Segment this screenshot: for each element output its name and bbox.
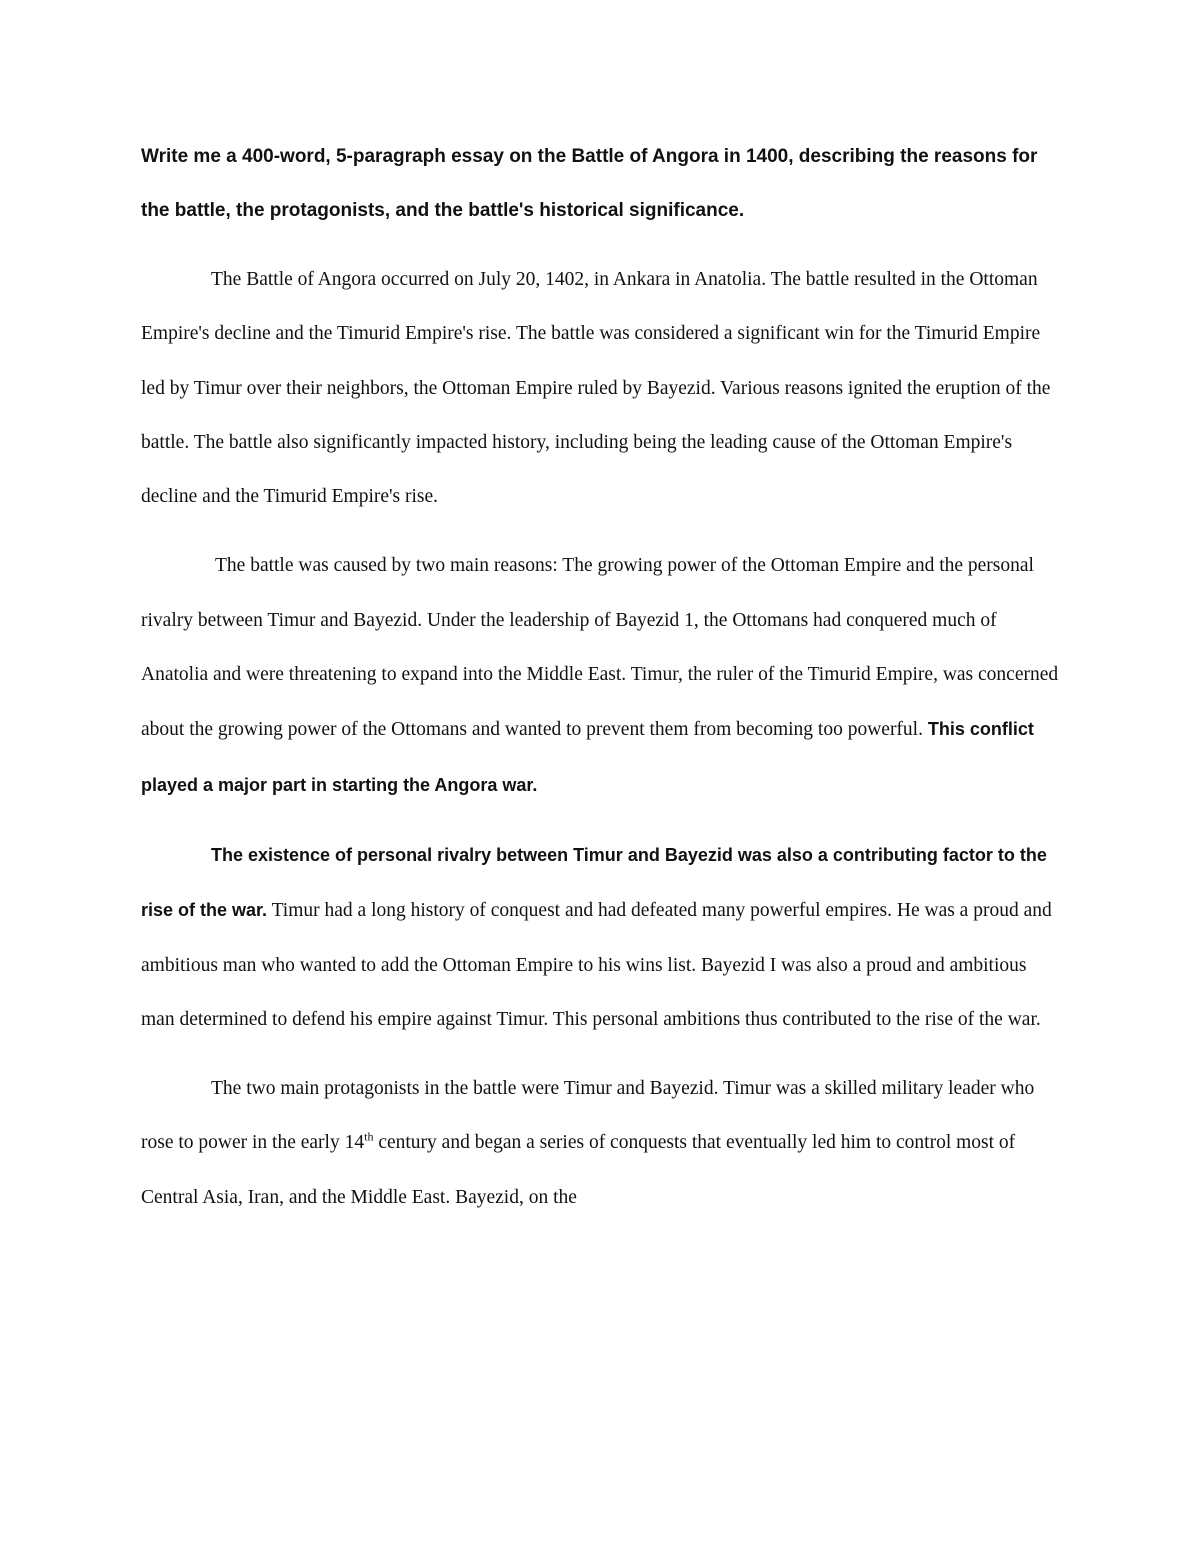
- paragraph-protagonists-text-end: century and began a series of conquests that eventually led him to control most of Central Asia, Iran, and the Middle East. Bayezid, on the: [141, 1132, 1016, 1208]
- essay-body: [141, 253, 1061, 1225]
- paragraph-causes-text: The battle was caused by two main reasons: The growing power of the Ottoman Empire and the personal rivalry between Timur and Bayezid. Under the leadership of Bayezid 1, the Ottomans had conquered much of Anatolia and were threatening to expand into the Middle East. Timur, the ruler of the Timurid Empire, was concerned about the growing power of the Ottomans and wanted to prevent them from becoming too powerful.: [141, 555, 1059, 741]
- paragraph-causes: [141, 539, 1061, 812]
- paragraph-rivalry-bold: The existence of personal rivalry between Timur and Bayezid was also a contributing factor to the rise of the war.: [141, 844, 1047, 921]
- paragraph-protagonists: [141, 1062, 1061, 1225]
- paragraph-intro: The Battle of Angora occurred on July 20, 1402, in Ankara in Anatolia. The battle resulted in the Ottoman Empire's decline and the Timurid Empire's rise. The battle was considered a significant win for the Timurid Empire led by Timur over their neighbors, the Ottoman Empire ruled by Bayezid. Various reasons ignited the eruption of the battle. The battle also significantly impacted history, including being the leading cause of the Ottoman Empire's decline and the Timurid Empire's rise.: [141, 269, 1051, 508]
- paragraph-protagonists-text: The two main protagonists in the battle were Timur and Bayezid. Timur was a skilled military leader who rose to power in the early 14: [141, 1078, 1035, 1154]
- essay-prompt: Write me a 400-word, 5-paragraph essay on the Battle of Angora in 1400, describing the reasons for the battle, the protagonists, and the battle's historical significance.: [141, 146, 1038, 221]
- paragraph-rivalry-text: Timur had a long history of conquest and had defeated many powerful empires. He was a proud and ambitious man who wanted to add the Ottoman Empire to his wins list. Bayezid I was also a proud and ambitious man determined to defend his empire against Timur. This personal ambitions thus contributed to the rise of the war.: [141, 900, 1052, 1030]
- ordinal-superscript: th: [364, 1129, 374, 1144]
- paragraph-causes-bold: This conflict played a major part in starting the Angora war.: [141, 719, 1034, 795]
- paragraph-rivalry: [141, 828, 1061, 1047]
